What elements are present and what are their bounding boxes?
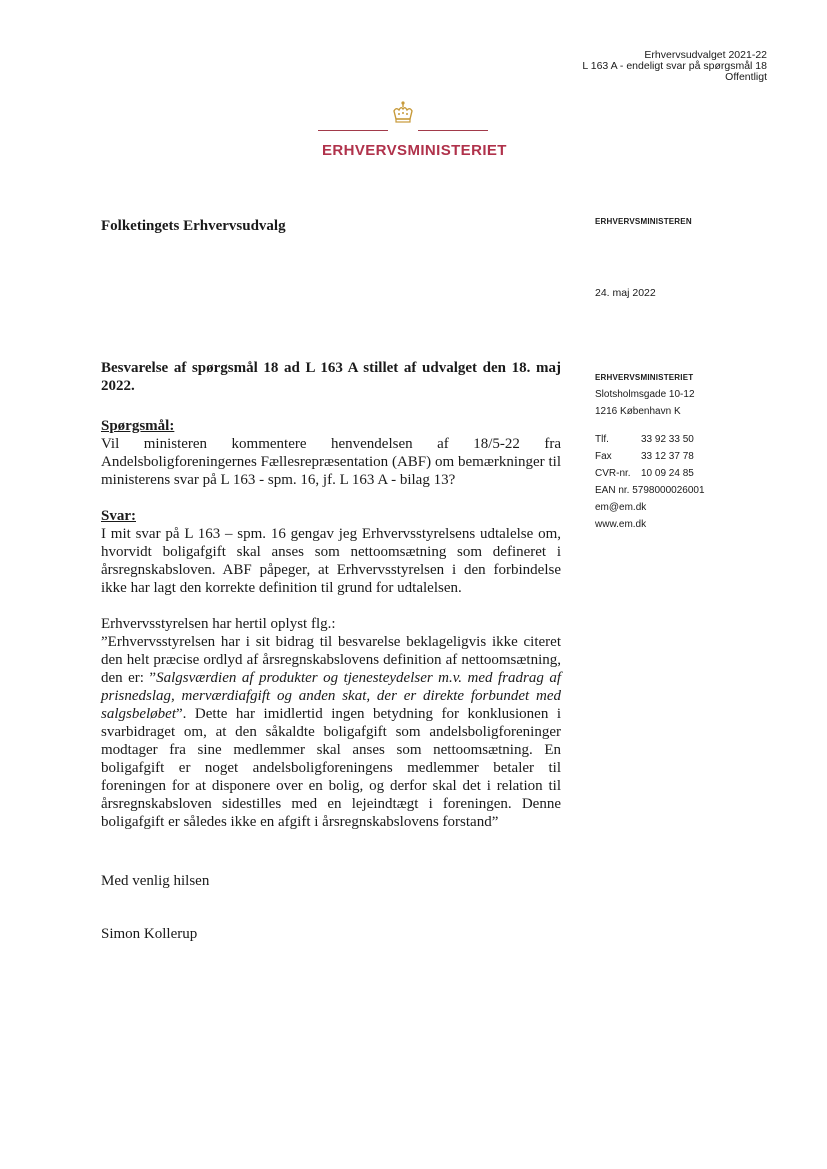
email-link[interactable]: em@em.dk xyxy=(595,502,647,513)
quote-intro: Erhvervsstyrelsen har hertil oplyst flg.: xyxy=(101,616,336,632)
quote-part-2: ”. Dette har imidlertid ingen betydning for konklusionen i svarbidraget om, at den såkaldte boligafgift som andelsboligforeninger modtager fra sine medlemmer skal anses som nettoomsætning. En boligafgift er noget andelsboligforeningens medlemmer betaler til foreningen for at disponere over en bolig, og derfor skal det i relation til årsregnskabsloven sidestilles med en lejeindtægt i foreningen. Denne boligafgift er således ikke en afgift i årsregnskabslovens forstand” xyxy=(101,706,561,830)
contact-value: 33 12 37 78 xyxy=(641,451,694,462)
logo-rule-right xyxy=(418,130,488,131)
contact-label: Tlf. xyxy=(595,434,609,445)
quote-part-1: ”Erhvervsstyrelsen har i sit bidrag til besvarelse beklageligvis ikke citeret den helt præcise ordlyd af årsregnskabslovens definition af nettoomsætning, den er: ” xyxy=(101,634,561,686)
answer-section xyxy=(101,507,561,597)
contact-label: CVR-nr. xyxy=(595,468,631,479)
contact-phone xyxy=(595,431,705,448)
sender-title: ERHVERVSMINISTEREN xyxy=(595,217,692,226)
sender-address-block xyxy=(595,369,705,533)
classification-line: Offentligt xyxy=(725,71,767,83)
sender-organization: ERHVERVSMINISTERIET xyxy=(595,373,694,382)
reference-line: L 163 A - endeligt svar på spørgsmål 18 xyxy=(582,60,767,72)
contact-value: 10 09 24 85 xyxy=(641,468,694,479)
royal-crown-icon xyxy=(390,100,416,126)
committee-line: Erhvervsudvalget 2021-22 xyxy=(644,49,767,61)
question-label: Spørgsmål: xyxy=(101,418,175,434)
website-link[interactable]: www.em.dk xyxy=(595,519,647,530)
closing-greeting: Med venlig hilsen xyxy=(101,873,210,889)
quote-definition: Salgsværdien af produkter og tjenesteydelser m.v. med fradrag af prisnedslag, merværdiafgift og anden skat, der er direkte forbundet med salgsbeløbet xyxy=(101,670,561,722)
letter-heading: Besvarelse af spørgsmål 18 ad L 163 A stillet af udvalget den 18. maj 2022. xyxy=(101,360,561,394)
ministry-logo xyxy=(318,100,507,159)
quote-section xyxy=(101,615,561,831)
ministry-wordmark: ERHVERVSMINISTERIET xyxy=(322,142,507,159)
answer-label: Svar: xyxy=(101,508,136,524)
recipient: Folketingets Erhvervsudvalg xyxy=(101,218,286,234)
logo-rule-left xyxy=(318,130,388,131)
answer-text: I mit svar på L 163 – spm. 16 gengav jeg Erhvervsstyrelsens udtalelse om, hvorvidt boligafgift skal anses som nettoomsætning som defineret i årsregnskabsloven. ABF påpeger, at Erhvervsstyrelsen i den forbindelse ikke har lagt den korrekte definition til grund for udtalelsen. xyxy=(101,526,561,596)
contact-cvr xyxy=(595,465,705,482)
ean-number: EAN nr. 5798000026001 xyxy=(595,485,705,496)
signature-name: Simon Kollerup xyxy=(101,926,198,942)
contact-fax xyxy=(595,448,705,465)
contact-value: 33 92 33 50 xyxy=(641,434,694,445)
sender-street: Slotsholmsgade 10-12 xyxy=(595,389,695,400)
document-header-meta xyxy=(582,50,767,83)
sender-city: 1216 København K xyxy=(595,406,681,417)
letter-date: 24. maj 2022 xyxy=(595,287,656,299)
question-text: Vil ministeren kommentere henvendelsen af 18/5-22 fra Andelsboligforeningernes Fællesrepræsentation (ABF) om bemærkninger til ministerens svar på L 163 - spm. 16, jf. L 163 A - bilag 13? xyxy=(101,436,561,488)
quote-text xyxy=(101,633,561,831)
contact-label: Fax xyxy=(595,451,612,462)
question-section xyxy=(101,417,561,489)
letter-body xyxy=(101,359,561,831)
